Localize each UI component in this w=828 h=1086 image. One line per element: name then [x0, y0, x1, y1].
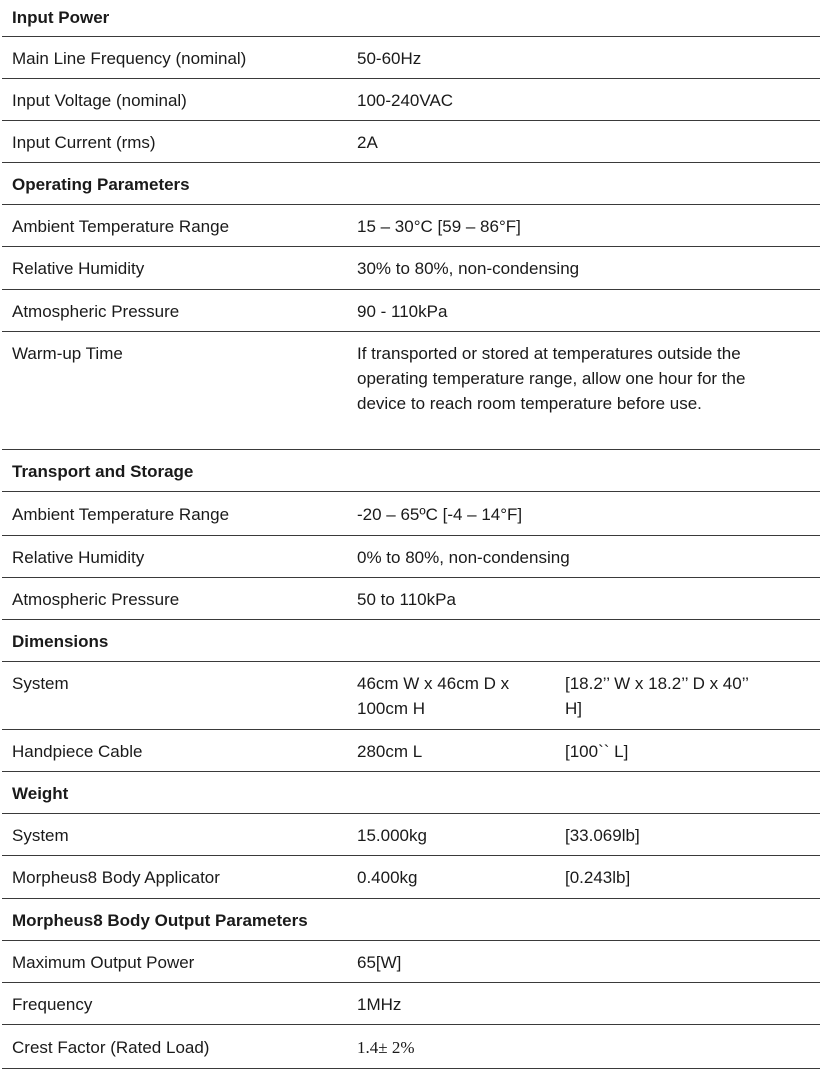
- table-row: [2, 1025, 820, 1069]
- row-imperial-value: [33.069lb]: [565, 826, 640, 845]
- row-value: 30% to 80%, non-condensing: [357, 259, 580, 278]
- section-header-input-power: [2, 0, 820, 37]
- row-label: Ambient Temperature Range: [12, 505, 230, 524]
- section-header-output: [2, 899, 820, 941]
- table-row: [2, 536, 820, 578]
- section-title: Dimensions: [12, 632, 109, 651]
- row-value: 90 - 110kPa: [357, 302, 448, 321]
- table-row: [2, 79, 820, 121]
- row-metric-value: 0.400kg: [357, 868, 418, 887]
- row-imperial-value: [0.243lb]: [565, 868, 631, 887]
- section-title: Input Power: [12, 8, 110, 27]
- table-row: [2, 247, 820, 290]
- table-row: [2, 578, 820, 620]
- row-value: 50 to 110kPa: [357, 590, 456, 609]
- row-label: Atmospheric Pressure: [12, 302, 180, 321]
- section-title: Weight: [12, 784, 69, 803]
- row-value: -20 – 65ºC [-4 – 14°F]: [357, 505, 523, 524]
- row-value: 100-240VAC: [357, 91, 454, 110]
- section-header-transport: [2, 450, 820, 492]
- row-imperial-value: [18.2’’ W x 18.2’’ D x 40’’ H]: [565, 674, 749, 718]
- row-label: Relative Humidity: [12, 548, 145, 567]
- row-label: Relative Humidity: [12, 259, 145, 278]
- row-imperial-value: [100`` L]: [565, 742, 629, 761]
- row-value: 0% to 80%, non-condensing: [357, 548, 570, 567]
- row-value: 15 – 30°C [59 – 86°F]: [357, 217, 521, 236]
- row-label: Main Line Frequency (nominal): [12, 49, 247, 68]
- row-value: If transported or stored at temperatures outside the operating temperature range, allow one hour for the device to reach room temperature before use.: [357, 344, 746, 413]
- row-label: Input Current (rms): [12, 133, 156, 152]
- row-label: Input Voltage (nominal): [12, 91, 187, 110]
- table-row: [2, 662, 820, 730]
- table-row: [2, 37, 820, 79]
- row-value: 2A: [357, 133, 378, 152]
- table-row: [2, 492, 820, 536]
- row-metric-value: 46cm W x 46cm D x 100cm H: [357, 674, 510, 718]
- section-header-dimensions: [2, 620, 820, 662]
- row-label: System: [12, 674, 69, 693]
- table-row: [2, 121, 820, 163]
- row-label: Warm-up Time: [12, 344, 123, 363]
- row-value: 50-60Hz: [357, 49, 422, 68]
- table-row: [2, 983, 820, 1025]
- table-row: [2, 814, 820, 856]
- section-title: Operating Parameters: [12, 175, 190, 194]
- table-row: [2, 290, 820, 332]
- row-value: 1MHz: [357, 995, 402, 1014]
- table-row: [2, 205, 820, 247]
- table-row: [2, 332, 820, 450]
- row-label: Morpheus8 Body Applicator: [12, 868, 220, 887]
- table-row: [2, 730, 820, 772]
- row-label: Maximum Output Power: [12, 953, 195, 972]
- row-label: Ambient Temperature Range: [12, 217, 230, 236]
- row-metric-value: 280cm L: [357, 742, 423, 761]
- row-metric-value: 15.000kg: [357, 826, 427, 845]
- row-label: Atmospheric Pressure: [12, 590, 180, 609]
- table-row: [2, 941, 820, 983]
- specifications-table: [2, 0, 820, 1069]
- row-label: System: [12, 826, 69, 845]
- table-row: [2, 856, 820, 899]
- section-header-weight: [2, 772, 820, 814]
- row-label: Frequency: [12, 995, 93, 1014]
- row-label: Crest Factor (Rated Load): [12, 1038, 210, 1057]
- row-label: Handpiece Cable: [12, 742, 143, 761]
- row-value: 65[W]: [357, 953, 402, 972]
- section-title: Morpheus8 Body Output Parameters: [12, 911, 308, 930]
- section-title: Transport and Storage: [12, 462, 194, 481]
- row-value: 1.4± 2%: [357, 1038, 415, 1057]
- section-header-operating: [2, 163, 820, 205]
